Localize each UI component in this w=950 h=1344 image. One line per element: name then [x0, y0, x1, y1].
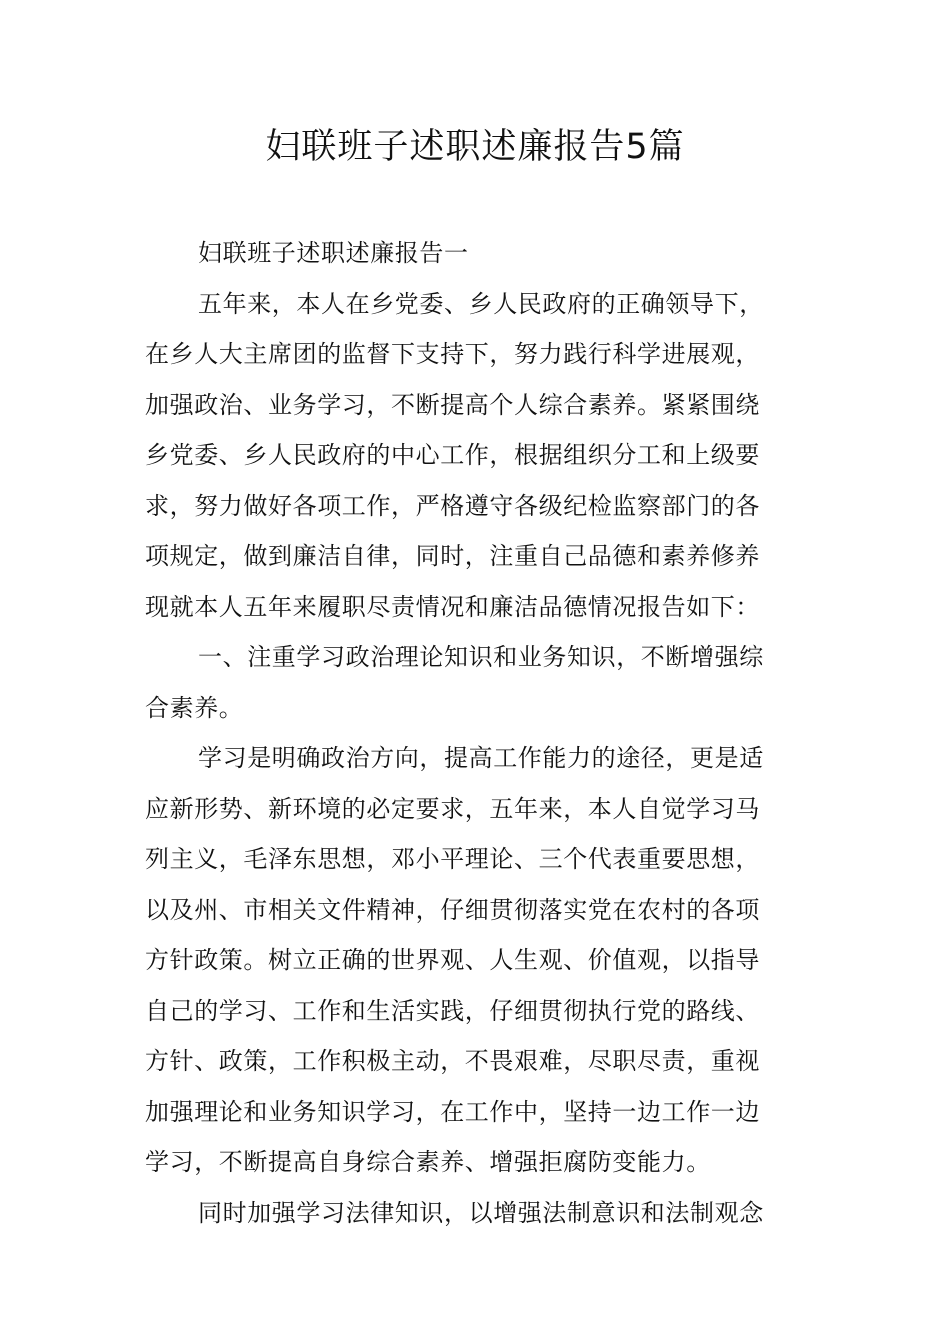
paragraph-line: 在乡人大主席团的监督下支持下，努力践行科学进展观， — [145, 340, 760, 368]
paragraph-line: 加强理论和业务知识学习，在工作中，坚持一边工作一边 — [145, 1097, 760, 1126]
paragraph-line: 以及州、市相关文件精神，仔细贯彻落实党在农村的各项 — [145, 895, 760, 924]
paragraph-line: 加强政治、业务学习，不断提高个人综合素养。紧紧围绕 — [145, 390, 760, 419]
paragraph-line: 现就本人五年来履职尽责情况和廉洁品德情况报告如下： — [145, 592, 760, 621]
paragraph-line: 求，努力做好各项工作，严格遵守各级纪检监察部门的各 — [145, 491, 760, 520]
paragraph-line: 乡党委、乡人民政府的中心工作，根据组织分工和上级要 — [145, 441, 760, 469]
paragraph-line: 学习是明确政治方向，提高工作能力的途径，更是适 — [198, 744, 764, 772]
paragraph-line: 列主义，毛泽东思想，邓小平理论、三个代表重要思想， — [145, 845, 760, 873]
document-body — [145, 228, 807, 1238]
paragraph-line: 学习，不断提高自身综合素养、增强拒腐防变能力。 — [145, 1148, 711, 1176]
paragraph-line: 应新形势、新环境的必定要求，五年来，本人自觉学习马 — [145, 794, 760, 823]
paragraph-line: 一、注重学习政治理论知识和业务知识，不断增强综 — [198, 643, 764, 671]
paragraph-line: 合素养。 — [145, 693, 244, 722]
paragraph-line: 五年来，本人在乡党委、乡人民政府的正确领导下， — [198, 289, 764, 318]
section-heading: 妇联班子述职述廉报告一 — [198, 239, 469, 267]
document-title: 妇联班子述职述廉报告5篇 — [265, 127, 685, 167]
paragraph-line: 方针政策。树立正确的世界观、人生观、价值观，以指导 — [145, 946, 760, 974]
paragraph-line: 同时加强学习法律知识，以增强法制意识和法制观念 — [198, 1198, 764, 1227]
paragraph-line: 项规定，做到廉洁自律，同时，注重自己品德和素养修养 — [145, 542, 760, 570]
paragraph-line: 自己的学习、工作和生活实践，仔细贯彻执行党的路线、 — [145, 996, 760, 1025]
paragraph-line: 方针、政策，工作积极主动，不畏艰难，尽职尽责，重视 — [145, 1047, 760, 1075]
